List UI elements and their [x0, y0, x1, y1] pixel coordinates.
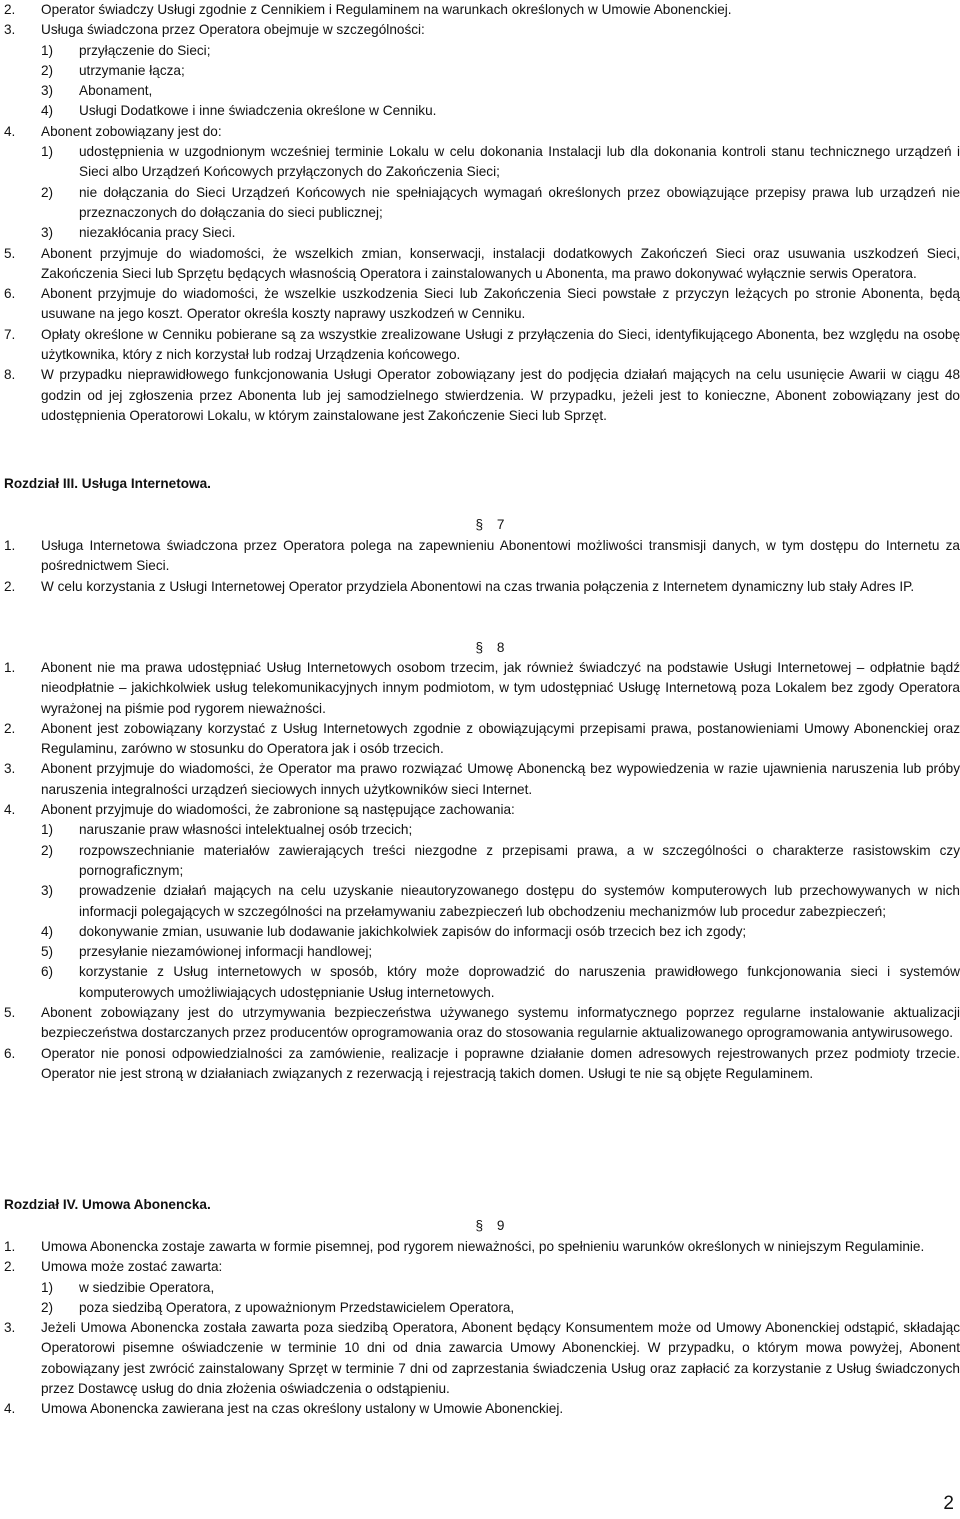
item-number: 2.: [4, 2, 16, 17]
item-number: 1.: [4, 660, 16, 675]
item-text: Abonent zobowiązany jest do:: [41, 123, 222, 139]
item-number: 2.: [4, 1259, 16, 1275]
list-item: [0, 325, 960, 366]
item-number: 1): [41, 42, 54, 58]
item-number: 4.: [4, 802, 16, 818]
list-subitem: [0, 881, 960, 922]
item-number: 4): [41, 923, 54, 939]
item-text: naruszanie praw własności intelektualnej osób trzecich;: [79, 822, 413, 838]
item-text: Abonament,: [79, 83, 153, 99]
item-text: rozpowszechnianie materiałów zawierających treści niezgodne z przepisami prawa, a w szczególności o charakterze rasistowskim czy pornograficznym;: [79, 842, 960, 878]
item-number: 6.: [4, 1045, 16, 1061]
chapter-heading-internet: Rozdział III. Usługa Internetowa.: [4, 476, 211, 491]
item-text: Usługi Dodatkowe i inne świadczenia określone w Cenniku.: [79, 103, 437, 119]
item-number: 3): [41, 83, 54, 99]
list-subitem: [0, 922, 960, 942]
item-number: 2.: [4, 578, 16, 594]
paragraph-marker-9: § 9: [475, 1218, 505, 1233]
item-text: utrzymanie łącza;: [79, 62, 185, 78]
list-subitem: [0, 1278, 960, 1298]
item-number: 8.: [4, 367, 16, 383]
item-text: Umowa Abonencka zostaje zawarta w formie pisemnej, pod rygorem nieważności, po spełnieniu warunków określonych w niniejszym Regulaminie.: [41, 1239, 925, 1254]
section-paragraph-9: [0, 1237, 960, 1420]
list-subitem: [0, 1298, 960, 1318]
list-subitem: [0, 142, 960, 183]
item-text: Abonent przyjmuje do wiadomości, że wszelkie uszkodzenia Sieci lub Zakończenia Sieci powstałe z przyczyn leżących po stronie Abonenta, będą usuwane na jego koszt. Operator określa koszty naprawy uszkodzeń w Cenniku.: [41, 286, 960, 322]
list-item: [0, 800, 960, 820]
item-text: udostępnienia w uzgodnionym wcześniej terminie Lokalu w celu dokonania Instalacji lub dla dokonania kontroli stanu technicznego urządzeń i Sieci albo Urządzeń Końcowych przyłączonych do Zakończenia Sieci;: [79, 144, 960, 180]
item-text: Abonent przyjmuje do wiadomości, że wszelkich zmian, konserwacji, instalacji dodatkowych Zakończeń Sieci oraz usuwania uszkodzeń Sieci, Zakończenia Sieci lub Sprzętu będących własnością Operatora i zainstalowanych u Abonenta, ma prawo dokonywać wyłącznie serwis Operatora.: [41, 245, 960, 281]
item-text: Usługa Internetowa świadczona przez Operatora polega na zapewnieniu Abonentowi możliwości transmisji danych, w tym dostępu do Internetu za pośrednictwem Sieci.: [41, 538, 960, 574]
item-number: 2): [41, 842, 54, 858]
list-subitem: [0, 61, 960, 81]
item-number: 1.: [4, 1239, 16, 1254]
item-number: 3): [41, 225, 54, 241]
item-text: przyłączenie do Sieci;: [79, 42, 211, 58]
item-number: 6.: [4, 286, 16, 302]
item-text: Umowa Abonencka zawierana jest na czas określony ustalony w Umowie Abonenckiej.: [41, 1401, 564, 1417]
item-text: Abonent jest zobowiązany korzystać z Usług Internetowych zgodnie z obowiązującymi przepisami prawa, postanowieniami Umowy Abonenckiej oraz Regulaminu, zarówno w stosunku do Operatora jak i osób trzecich.: [41, 720, 960, 757]
list-subitem: [0, 183, 960, 224]
list-subitem: [0, 841, 960, 882]
item-number: 7.: [4, 326, 16, 342]
item-text: niezakłócania pracy Sieci.: [79, 225, 236, 241]
list-subitem: [0, 223, 960, 243]
item-number: 3.: [4, 22, 16, 38]
item-text: Jeżeli Umowa Abonencka została zawarta poza siedzibą Operatora, Abonent będący Konsumentem może od Umowy Abonenckiej odstąpić, składając Operatorowi pisemne oświadczenie w terminie 10 dni od dnia zawarcia Umowy Abonenckiej. W przypadku, o którym mowa powyżej, Abonent zobowiązany jest zwrócić zainstalowany Sprzęt w terminie 7 dni od zaprzestania świadczenia Usług oraz zapłacić za korzystanie z Usług świadczonych przez Dostawcę usług do dnia złożenia oświadczenia o odstąpieniu.: [41, 1320, 960, 1397]
list-item: [0, 122, 960, 142]
list-subitem: [0, 820, 960, 840]
item-text: nie dołączania do Sieci Urządzeń Końcowych nie spełniających wymagań określonych przez obowiązujące przepisy prawa lub urządzeń nie przeznaczonych do dołączania do sieci publicznej;: [79, 184, 960, 220]
list-subitem: [0, 81, 960, 101]
list-item: [0, 1257, 960, 1277]
list-item: [0, 20, 960, 40]
paragraph-marker-8: § 8: [475, 640, 505, 655]
list-item: [0, 365, 960, 426]
item-text: W przypadku nieprawidłowego funkcjonowania Usługi Operator zobowiązany jest do podjęcia działań mających na celu usunięcie Awarii w ciągu 48 godzin od jej zgłoszenia przez Abonenta lub jej samodzielnego stwierdzenia. W przypadku, jeżeli jest to konieczne, Abonent zobowiązany jest do udostępnienia Operatorowi Lokalu, w którym zainstalowane jest Zakończenie Sieci lub Sprzęt.: [41, 367, 960, 423]
item-text: Operator świadczy Usługi zgodnie z Cennikiem i Regulaminem na warunkach określonych w Umowie Abonenckiej.: [41, 2, 732, 17]
item-text: Abonent przyjmuje do wiadomości, że zabronione są następujące zachowania:: [41, 802, 515, 818]
list-item: [0, 0, 960, 20]
list-subitem: [0, 942, 960, 962]
section-general-obligations: [0, 0, 960, 426]
item-text: prowadzenie działań mających na celu uzyskanie nieautoryzowanego dostępu do systemów komputerowych lub przechowywanych w nich informacji polegających w szczególności na przełamywaniu zabezpieczeń lub obchodzeniu mechanizmów lub procedur zabezpieczeń;: [79, 883, 960, 919]
item-text: Usługa świadczona przez Operatora obejmuje w szczególności:: [41, 22, 425, 38]
item-text: Abonent zobowiązany jest do utrzymywania bezpieczeństwa używanego systemu informatycznego poprzez regularne instalowanie aktualizacji bezpieczeństwa dostarczanych przez producentów oprogramowania oraz do stosowania regularnie aktualizowanego oprogramowania antywirusowego.: [41, 1005, 960, 1041]
item-text: Abonent przyjmuje do wiadomości, że Operator ma prawo rozwiązać Umowę Abonencką bez wypowiedzenia w razie ujawnienia naruszenia lub próby naruszenia integralności urządzeń sieciowych innych użytkowników sieci Internet.: [41, 761, 960, 797]
list-subitem: [0, 41, 960, 61]
section-paragraph-7: [0, 536, 960, 597]
item-number: 1): [41, 1279, 54, 1295]
list-item: [0, 1003, 960, 1044]
item-text: przesyłanie niezamówionej informacji handlowej;: [79, 944, 373, 960]
list-item: [0, 759, 960, 800]
item-text: w siedzibie Operatora,: [79, 1279, 215, 1295]
item-text: poza siedzibą Operatora, z upoważnionym Przedstawicielem Operatora,: [79, 1299, 515, 1315]
item-number: 5.: [4, 1005, 16, 1021]
item-text: Opłaty określone w Cenniku pobierane są za wszystkie zrealizowane Usługi z przyłączenia do Sieci, identyfikującego Abonenta, bez względu na osobę użytkownika, który z nich korzystał lub rodzaj Urządzenia końcowego.: [41, 326, 960, 363]
item-text: Operator nie ponosi odpowiedzialności za zamówienie, realizacje i poprawne działanie domen adresowych rejestrowanych przez podmioty trzecie. Operator nie jest stroną w działaniach związanych z rezerwacją i rejestracją takich domen. Usługi te nie są objęte Regulaminem.: [41, 1045, 960, 1081]
list-item: [0, 244, 960, 285]
item-number: 5): [41, 944, 54, 960]
item-number: 1): [41, 822, 54, 838]
item-number: 4.: [4, 123, 16, 139]
page-number: 2: [943, 1493, 954, 1514]
item-text: Abonent nie ma prawa udostępniać Usług Internetowych osobom trzecim, jak również świadczyć na podstawie Usługi Internetowej – odpłatnie bądź nieodpłatnie – jakichkolwiek usług telekomunikacyjnych innym podmiotom, w tym udostępniać Usługę Internetową poza Lokalem bez zgody Operatora wyrażonej na piśmie pod rygorem nieważności.: [41, 660, 960, 716]
item-number: 1.: [4, 538, 16, 553]
item-number: 6): [41, 964, 54, 980]
item-number: 3): [41, 883, 54, 899]
item-text: korzystanie z Usług internetowych w sposób, który może doprowadzić do naruszenia prawidłowego funkcjonowania sieci i systemów komputerowych umożliwiających udostępnianie Usług internetowych.: [79, 964, 960, 1000]
list-item: [0, 1318, 960, 1399]
item-number: 4): [41, 103, 54, 119]
list-item: [0, 719, 960, 760]
list-item: [0, 536, 960, 577]
list-item: [0, 1399, 960, 1419]
list-subitem: [0, 101, 960, 121]
item-number: 5.: [4, 245, 16, 261]
item-text: Umowa może zostać zawarta:: [41, 1259, 223, 1275]
item-number: 3.: [4, 761, 16, 777]
list-item: [0, 1044, 960, 1085]
list-subitem: [0, 962, 960, 1003]
list-item: [0, 1237, 960, 1257]
item-number: 3.: [4, 1320, 16, 1336]
chapter-heading-agreement: Rozdział IV. Umowa Abonencka.: [4, 1197, 211, 1212]
item-number: 1): [41, 144, 54, 160]
item-number: 2): [41, 62, 54, 78]
item-number: 2): [41, 1299, 54, 1315]
paragraph-marker-7: § 7: [475, 517, 505, 532]
list-item: [0, 658, 960, 719]
item-number: 2): [41, 184, 54, 200]
item-text: dokonywanie zmian, usuwanie lub dodawanie jakichkolwiek zapisów do informacji osób trzecich bez ich zgody;: [79, 923, 747, 939]
list-item: [0, 284, 960, 325]
list-item: [0, 577, 960, 597]
item-number: 4.: [4, 1401, 16, 1417]
item-text: W celu korzystania z Usługi Internetowej Operator przydziela Abonentowi na czas trwania połączenia z Internetem dynamiczny lub stały Adres IP.: [41, 578, 915, 594]
item-number: 2.: [4, 720, 16, 736]
section-paragraph-8: [0, 658, 960, 1084]
